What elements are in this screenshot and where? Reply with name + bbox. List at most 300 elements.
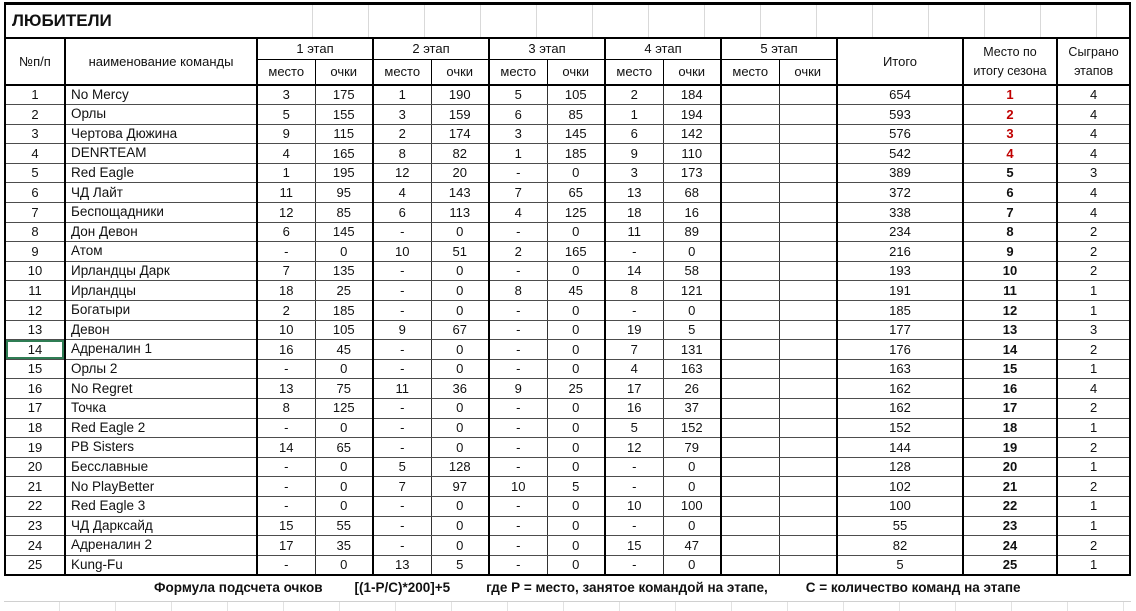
stage4-place-cell[interactable]: 5 <box>605 418 663 438</box>
stages-played-cell[interactable]: 1 <box>1057 359 1130 379</box>
row-number-cell[interactable]: 17 <box>5 399 65 419</box>
stage1-place-cell[interactable]: 16 <box>257 340 315 360</box>
stages-played-cell[interactable]: 1 <box>1057 457 1130 477</box>
row-number-cell[interactable]: 13 <box>5 320 65 340</box>
stage1-points-cell[interactable]: 0 <box>315 477 373 497</box>
stage4-points-cell[interactable]: 121 <box>663 281 721 301</box>
stage5-place-cell[interactable] <box>721 105 779 125</box>
stage4-points-cell[interactable]: 16 <box>663 203 721 223</box>
stage1-points-cell[interactable]: 0 <box>315 555 373 575</box>
stages-played-cell[interactable]: 2 <box>1057 438 1130 458</box>
stage3-place-cell[interactable]: 1 <box>489 144 547 164</box>
season-place-cell[interactable]: 20 <box>963 457 1057 477</box>
stage2-place-cell[interactable]: - <box>373 301 431 321</box>
stage2-place-cell[interactable]: - <box>373 281 431 301</box>
stage4-place-cell[interactable]: 2 <box>605 85 663 105</box>
stage4-place-cell[interactable]: 11 <box>605 222 663 242</box>
season-place-cell[interactable]: 16 <box>963 379 1057 399</box>
stage1-place-cell[interactable]: 12 <box>257 203 315 223</box>
total-points-cell[interactable]: 216 <box>837 242 963 262</box>
stage5-points-cell[interactable] <box>779 359 837 379</box>
stage5-points-cell[interactable] <box>779 163 837 183</box>
stage2-points-cell[interactable]: 143 <box>431 183 489 203</box>
stage5-points-cell[interactable] <box>779 477 837 497</box>
stage3-place-cell[interactable]: - <box>489 418 547 438</box>
stage5-points-cell[interactable] <box>779 144 837 164</box>
season-place-cell[interactable]: 24 <box>963 536 1057 556</box>
stage4-points-cell[interactable]: 0 <box>663 477 721 497</box>
stage2-points-cell[interactable]: 97 <box>431 477 489 497</box>
stage3-points-cell[interactable]: 145 <box>547 124 605 144</box>
team-name-cell[interactable]: Red Eagle 3 <box>65 496 257 516</box>
stage3-points-cell[interactable]: 165 <box>547 242 605 262</box>
stage3-place-cell[interactable]: 4 <box>489 203 547 223</box>
stage5-points-cell[interactable] <box>779 340 837 360</box>
stage2-place-cell[interactable]: - <box>373 536 431 556</box>
stage2-place-cell[interactable]: - <box>373 399 431 419</box>
stage4-points-cell[interactable]: 37 <box>663 399 721 419</box>
stage3-place-cell[interactable]: - <box>489 359 547 379</box>
season-place-cell[interactable]: 1 <box>963 85 1057 105</box>
row-number-cell[interactable]: 6 <box>5 183 65 203</box>
stage5-points-cell[interactable] <box>779 183 837 203</box>
row-number-cell[interactable]: 10 <box>5 261 65 281</box>
stage4-place-cell[interactable]: 12 <box>605 438 663 458</box>
stage2-points-cell[interactable]: 159 <box>431 105 489 125</box>
stage1-place-cell[interactable]: 3 <box>257 85 315 105</box>
season-place-cell[interactable]: 5 <box>963 163 1057 183</box>
stage4-place-cell[interactable]: 10 <box>605 496 663 516</box>
stage4-points-cell[interactable]: 0 <box>663 516 721 536</box>
total-points-cell[interactable]: 542 <box>837 144 963 164</box>
team-name-cell[interactable]: No PlayBetter <box>65 477 257 497</box>
total-points-cell[interactable]: 152 <box>837 418 963 438</box>
stage5-place-cell[interactable] <box>721 320 779 340</box>
row-number-cell[interactable]: 24 <box>5 536 65 556</box>
stage2-points-cell[interactable]: 5 <box>431 555 489 575</box>
row-number-cell[interactable]: 4 <box>5 144 65 164</box>
stage4-place-cell[interactable]: - <box>605 457 663 477</box>
stage4-place-cell[interactable]: 6 <box>605 124 663 144</box>
total-points-cell[interactable]: 191 <box>837 281 963 301</box>
stage1-points-cell[interactable]: 185 <box>315 301 373 321</box>
row-number-cell[interactable]: 15 <box>5 359 65 379</box>
stage2-place-cell[interactable]: - <box>373 516 431 536</box>
team-name-cell[interactable]: No Regret <box>65 379 257 399</box>
stage3-points-cell[interactable]: 0 <box>547 457 605 477</box>
total-points-cell[interactable]: 193 <box>837 261 963 281</box>
stages-played-cell[interactable]: 4 <box>1057 379 1130 399</box>
stage2-points-cell[interactable]: 82 <box>431 144 489 164</box>
stage4-place-cell[interactable]: 13 <box>605 183 663 203</box>
stage2-points-cell[interactable]: 0 <box>431 222 489 242</box>
stages-played-cell[interactable]: 3 <box>1057 320 1130 340</box>
team-name-cell[interactable]: Атом <box>65 242 257 262</box>
stage4-place-cell[interactable]: - <box>605 516 663 536</box>
stage3-points-cell[interactable]: 0 <box>547 555 605 575</box>
stage1-place-cell[interactable]: - <box>257 457 315 477</box>
stage4-points-cell[interactable]: 173 <box>663 163 721 183</box>
stage3-points-cell[interactable]: 45 <box>547 281 605 301</box>
stage5-place-cell[interactable] <box>721 477 779 497</box>
team-name-cell[interactable]: DENRTEAM <box>65 144 257 164</box>
stage5-place-cell[interactable] <box>721 203 779 223</box>
stages-played-cell[interactable]: 2 <box>1057 222 1130 242</box>
stage5-place-cell[interactable] <box>721 144 779 164</box>
stage3-place-cell[interactable]: 8 <box>489 281 547 301</box>
stage5-place-cell[interactable] <box>721 301 779 321</box>
stages-played-cell[interactable]: 4 <box>1057 203 1130 223</box>
stage1-points-cell[interactable]: 0 <box>315 418 373 438</box>
stage1-place-cell[interactable]: 7 <box>257 261 315 281</box>
stage5-place-cell[interactable] <box>721 163 779 183</box>
stage2-points-cell[interactable]: 0 <box>431 438 489 458</box>
total-points-cell[interactable]: 55 <box>837 516 963 536</box>
stage4-points-cell[interactable]: 47 <box>663 536 721 556</box>
stage5-place-cell[interactable] <box>721 340 779 360</box>
stages-played-cell[interactable]: 4 <box>1057 124 1130 144</box>
row-number-cell[interactable]: 16 <box>5 379 65 399</box>
team-name-cell[interactable]: Red Eagle 2 <box>65 418 257 438</box>
stage5-points-cell[interactable] <box>779 516 837 536</box>
stage3-points-cell[interactable]: 0 <box>547 359 605 379</box>
team-name-cell[interactable]: Точка <box>65 399 257 419</box>
stage2-points-cell[interactable]: 0 <box>431 359 489 379</box>
stage1-place-cell[interactable]: 1 <box>257 163 315 183</box>
stage2-points-cell[interactable]: 0 <box>431 418 489 438</box>
stage3-place-cell[interactable]: - <box>489 163 547 183</box>
stage4-place-cell[interactable]: - <box>605 242 663 262</box>
stage3-place-cell[interactable]: 10 <box>489 477 547 497</box>
stage2-points-cell[interactable]: 0 <box>431 399 489 419</box>
stage4-place-cell[interactable]: 17 <box>605 379 663 399</box>
stage2-points-cell[interactable]: 20 <box>431 163 489 183</box>
stage4-points-cell[interactable]: 5 <box>663 320 721 340</box>
stage3-points-cell[interactable]: 0 <box>547 301 605 321</box>
stage2-points-cell[interactable]: 51 <box>431 242 489 262</box>
stage3-place-cell[interactable]: - <box>489 301 547 321</box>
stage3-place-cell[interactable]: 9 <box>489 379 547 399</box>
total-points-cell[interactable]: 576 <box>837 124 963 144</box>
stage3-place-cell[interactable]: 2 <box>489 242 547 262</box>
stage2-points-cell[interactable]: 113 <box>431 203 489 223</box>
team-name-cell[interactable]: Беспощадники <box>65 203 257 223</box>
stage5-points-cell[interactable] <box>779 85 837 105</box>
stage2-place-cell[interactable]: 12 <box>373 163 431 183</box>
stage3-place-cell[interactable]: - <box>489 536 547 556</box>
stage1-points-cell[interactable]: 65 <box>315 438 373 458</box>
season-place-cell[interactable]: 9 <box>963 242 1057 262</box>
season-place-cell[interactable]: 21 <box>963 477 1057 497</box>
stage3-place-cell[interactable]: - <box>489 222 547 242</box>
team-name-cell[interactable]: ЧД Дарксайд <box>65 516 257 536</box>
team-name-cell[interactable]: PB Sisters <box>65 438 257 458</box>
stage2-place-cell[interactable]: - <box>373 438 431 458</box>
stage5-points-cell[interactable] <box>779 399 837 419</box>
stage1-place-cell[interactable]: - <box>257 359 315 379</box>
stage5-points-cell[interactable] <box>779 379 837 399</box>
row-number-cell[interactable]: 7 <box>5 203 65 223</box>
stages-played-cell[interactable]: 1 <box>1057 301 1130 321</box>
row-number-cell[interactable]: 1 <box>5 85 65 105</box>
stage2-place-cell[interactable]: 11 <box>373 379 431 399</box>
row-number-cell[interactable]: 12 <box>5 301 65 321</box>
stage3-place-cell[interactable]: 3 <box>489 124 547 144</box>
stage3-points-cell[interactable]: 0 <box>547 438 605 458</box>
total-points-cell[interactable]: 185 <box>837 301 963 321</box>
stage1-points-cell[interactable]: 105 <box>315 320 373 340</box>
stage5-points-cell[interactable] <box>779 124 837 144</box>
stage2-place-cell[interactable]: 6 <box>373 203 431 223</box>
season-place-cell[interactable]: 13 <box>963 320 1057 340</box>
stage4-points-cell[interactable]: 163 <box>663 359 721 379</box>
stage4-place-cell[interactable]: 4 <box>605 359 663 379</box>
stage3-points-cell[interactable]: 0 <box>547 516 605 536</box>
stage1-place-cell[interactable]: - <box>257 496 315 516</box>
stage2-place-cell[interactable]: 10 <box>373 242 431 262</box>
stage2-points-cell[interactable]: 0 <box>431 496 489 516</box>
stage4-place-cell[interactable]: 7 <box>605 340 663 360</box>
stage5-points-cell[interactable] <box>779 242 837 262</box>
stage1-points-cell[interactable]: 0 <box>315 496 373 516</box>
stage1-place-cell[interactable]: 14 <box>257 438 315 458</box>
stage1-place-cell[interactable]: - <box>257 477 315 497</box>
stage2-place-cell[interactable]: 5 <box>373 457 431 477</box>
stage2-points-cell[interactable]: 0 <box>431 281 489 301</box>
season-place-cell[interactable]: 18 <box>963 418 1057 438</box>
stage2-place-cell[interactable]: 2 <box>373 124 431 144</box>
stage2-points-cell[interactable]: 36 <box>431 379 489 399</box>
stage3-points-cell[interactable]: 25 <box>547 379 605 399</box>
total-points-cell[interactable]: 389 <box>837 163 963 183</box>
stage4-points-cell[interactable]: 184 <box>663 85 721 105</box>
stage3-points-cell[interactable]: 85 <box>547 105 605 125</box>
stage4-place-cell[interactable]: 15 <box>605 536 663 556</box>
season-place-cell[interactable]: 12 <box>963 301 1057 321</box>
row-number-cell[interactable]: 2 <box>5 105 65 125</box>
total-points-cell[interactable]: 5 <box>837 555 963 575</box>
season-place-cell[interactable]: 10 <box>963 261 1057 281</box>
stage4-points-cell[interactable]: 131 <box>663 340 721 360</box>
total-points-cell[interactable]: 128 <box>837 457 963 477</box>
stage3-points-cell[interactable]: 0 <box>547 320 605 340</box>
row-number-cell[interactable]: 19 <box>5 438 65 458</box>
stage2-place-cell[interactable]: 4 <box>373 183 431 203</box>
row-number-cell[interactable]: 3 <box>5 124 65 144</box>
stage3-points-cell[interactable]: 65 <box>547 183 605 203</box>
stage2-place-cell[interactable]: - <box>373 222 431 242</box>
stage5-points-cell[interactable] <box>779 261 837 281</box>
stages-played-cell[interactable]: 4 <box>1057 144 1130 164</box>
stage4-points-cell[interactable]: 89 <box>663 222 721 242</box>
stage5-place-cell[interactable] <box>721 516 779 536</box>
team-name-cell[interactable]: Бесславные <box>65 457 257 477</box>
stages-played-cell[interactable]: 1 <box>1057 281 1130 301</box>
stage1-place-cell[interactable]: 10 <box>257 320 315 340</box>
stage2-place-cell[interactable]: - <box>373 261 431 281</box>
stages-played-cell[interactable]: 2 <box>1057 477 1130 497</box>
stage5-place-cell[interactable] <box>721 379 779 399</box>
team-name-cell[interactable]: No Mercy <box>65 85 257 105</box>
stages-played-cell[interactable]: 1 <box>1057 418 1130 438</box>
stage5-points-cell[interactable] <box>779 320 837 340</box>
season-place-cell[interactable]: 2 <box>963 105 1057 125</box>
stage5-points-cell[interactable] <box>779 555 837 575</box>
stage4-points-cell[interactable]: 142 <box>663 124 721 144</box>
stage1-points-cell[interactable]: 175 <box>315 85 373 105</box>
stage1-points-cell[interactable]: 85 <box>315 203 373 223</box>
stage2-place-cell[interactable]: - <box>373 340 431 360</box>
stage1-points-cell[interactable]: 115 <box>315 124 373 144</box>
total-points-cell[interactable]: 144 <box>837 438 963 458</box>
stage1-points-cell[interactable]: 125 <box>315 399 373 419</box>
season-place-cell[interactable]: 23 <box>963 516 1057 536</box>
stage5-points-cell[interactable] <box>779 301 837 321</box>
stage1-place-cell[interactable]: 6 <box>257 222 315 242</box>
stage3-points-cell[interactable]: 0 <box>547 222 605 242</box>
stage1-place-cell[interactable]: 5 <box>257 105 315 125</box>
stage4-place-cell[interactable]: 16 <box>605 399 663 419</box>
team-name-cell[interactable]: Девон <box>65 320 257 340</box>
team-name-cell[interactable]: Адреналин 2 <box>65 536 257 556</box>
stage3-points-cell[interactable]: 0 <box>547 399 605 419</box>
stage1-place-cell[interactable]: - <box>257 555 315 575</box>
stage3-place-cell[interactable]: 7 <box>489 183 547 203</box>
row-number-cell[interactable]: 14 <box>5 340 65 360</box>
stage5-place-cell[interactable] <box>721 281 779 301</box>
stages-played-cell[interactable]: 1 <box>1057 516 1130 536</box>
total-points-cell[interactable]: 100 <box>837 496 963 516</box>
stages-played-cell[interactable]: 3 <box>1057 163 1130 183</box>
team-name-cell[interactable]: Дон Девон <box>65 222 257 242</box>
stage5-points-cell[interactable] <box>779 105 837 125</box>
stages-played-cell[interactable]: 2 <box>1057 242 1130 262</box>
stage2-points-cell[interactable]: 0 <box>431 516 489 536</box>
stage2-place-cell[interactable]: 8 <box>373 144 431 164</box>
total-points-cell[interactable]: 163 <box>837 359 963 379</box>
season-place-cell[interactable]: 22 <box>963 496 1057 516</box>
stage5-points-cell[interactable] <box>779 203 837 223</box>
stage3-place-cell[interactable]: - <box>489 457 547 477</box>
stage4-place-cell[interactable]: 19 <box>605 320 663 340</box>
total-points-cell[interactable]: 338 <box>837 203 963 223</box>
stage5-place-cell[interactable] <box>721 399 779 419</box>
stage2-points-cell[interactable]: 0 <box>431 536 489 556</box>
stage5-points-cell[interactable] <box>779 496 837 516</box>
stage1-points-cell[interactable]: 75 <box>315 379 373 399</box>
season-place-cell[interactable]: 8 <box>963 222 1057 242</box>
stage1-points-cell[interactable]: 155 <box>315 105 373 125</box>
stage1-points-cell[interactable]: 135 <box>315 261 373 281</box>
stage5-place-cell[interactable] <box>721 359 779 379</box>
stage5-place-cell[interactable] <box>721 555 779 575</box>
stage5-place-cell[interactable] <box>721 85 779 105</box>
season-place-cell[interactable]: 6 <box>963 183 1057 203</box>
stage4-points-cell[interactable]: 110 <box>663 144 721 164</box>
season-place-cell[interactable]: 14 <box>963 340 1057 360</box>
stage1-points-cell[interactable]: 0 <box>315 242 373 262</box>
stage1-points-cell[interactable]: 0 <box>315 359 373 379</box>
stage3-points-cell[interactable]: 0 <box>547 496 605 516</box>
season-place-cell[interactable]: 11 <box>963 281 1057 301</box>
team-name-cell[interactable]: ЧД Лайт <box>65 183 257 203</box>
stage1-points-cell[interactable]: 35 <box>315 536 373 556</box>
stage1-points-cell[interactable]: 95 <box>315 183 373 203</box>
stage1-points-cell[interactable]: 55 <box>315 516 373 536</box>
stages-played-cell[interactable]: 2 <box>1057 340 1130 360</box>
stage1-place-cell[interactable]: 15 <box>257 516 315 536</box>
stage2-points-cell[interactable]: 0 <box>431 261 489 281</box>
row-number-cell[interactable]: 18 <box>5 418 65 438</box>
row-number-cell[interactable]: 20 <box>5 457 65 477</box>
stage1-points-cell[interactable]: 195 <box>315 163 373 183</box>
stage3-place-cell[interactable]: 6 <box>489 105 547 125</box>
stage5-points-cell[interactable] <box>779 281 837 301</box>
stage3-points-cell[interactable]: 125 <box>547 203 605 223</box>
stage3-place-cell[interactable]: - <box>489 516 547 536</box>
total-points-cell[interactable]: 177 <box>837 320 963 340</box>
stage4-points-cell[interactable]: 152 <box>663 418 721 438</box>
row-number-cell[interactable]: 22 <box>5 496 65 516</box>
team-name-cell[interactable]: Ирландцы Дарк <box>65 261 257 281</box>
stage1-points-cell[interactable]: 0 <box>315 457 373 477</box>
stage4-place-cell[interactable]: 8 <box>605 281 663 301</box>
stage4-points-cell[interactable]: 0 <box>663 457 721 477</box>
stage5-place-cell[interactable] <box>721 261 779 281</box>
stage3-place-cell[interactable]: - <box>489 555 547 575</box>
stages-played-cell[interactable]: 1 <box>1057 496 1130 516</box>
stage2-points-cell[interactable]: 67 <box>431 320 489 340</box>
stage1-place-cell[interactable]: 8 <box>257 399 315 419</box>
stage1-place-cell[interactable]: 17 <box>257 536 315 556</box>
stage2-place-cell[interactable]: 3 <box>373 105 431 125</box>
stage5-place-cell[interactable] <box>721 183 779 203</box>
stage4-points-cell[interactable]: 100 <box>663 496 721 516</box>
stage3-points-cell[interactable]: 0 <box>547 340 605 360</box>
season-place-cell[interactable]: 25 <box>963 555 1057 575</box>
row-number-cell[interactable]: 11 <box>5 281 65 301</box>
team-name-cell[interactable]: Орлы <box>65 105 257 125</box>
stage3-points-cell[interactable]: 0 <box>547 418 605 438</box>
stage4-place-cell[interactable]: 18 <box>605 203 663 223</box>
stages-played-cell[interactable]: 4 <box>1057 85 1130 105</box>
stage2-place-cell[interactable]: - <box>373 496 431 516</box>
stage5-place-cell[interactable] <box>721 124 779 144</box>
stage2-place-cell[interactable]: 1 <box>373 85 431 105</box>
stage2-place-cell[interactable]: - <box>373 418 431 438</box>
stage1-place-cell[interactable]: 11 <box>257 183 315 203</box>
stage5-points-cell[interactable] <box>779 222 837 242</box>
stage4-place-cell[interactable]: 14 <box>605 261 663 281</box>
stage5-place-cell[interactable] <box>721 242 779 262</box>
total-points-cell[interactable]: 234 <box>837 222 963 242</box>
stage3-place-cell[interactable]: - <box>489 399 547 419</box>
row-number-cell[interactable]: 8 <box>5 222 65 242</box>
stages-played-cell[interactable]: 2 <box>1057 261 1130 281</box>
team-name-cell[interactable]: Чертова Дюжина <box>65 124 257 144</box>
stage1-points-cell[interactable]: 165 <box>315 144 373 164</box>
stage3-points-cell[interactable]: 0 <box>547 163 605 183</box>
stage3-place-cell[interactable]: - <box>489 340 547 360</box>
stage4-points-cell[interactable]: 68 <box>663 183 721 203</box>
stage1-points-cell[interactable]: 25 <box>315 281 373 301</box>
stage2-points-cell[interactable]: 0 <box>431 340 489 360</box>
stage5-place-cell[interactable] <box>721 438 779 458</box>
total-points-cell[interactable]: 162 <box>837 379 963 399</box>
stage4-points-cell[interactable]: 194 <box>663 105 721 125</box>
stage3-points-cell[interactable]: 5 <box>547 477 605 497</box>
stage1-place-cell[interactable]: 9 <box>257 124 315 144</box>
